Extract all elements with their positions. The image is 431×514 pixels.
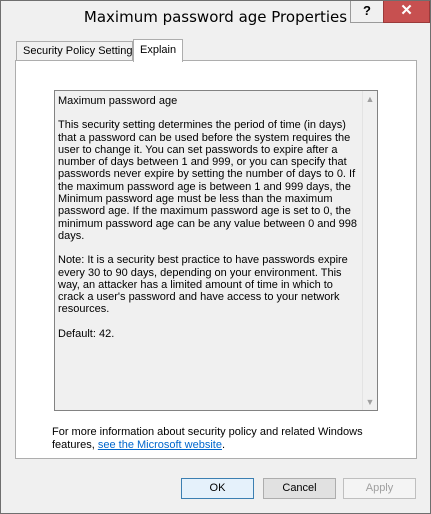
help-button[interactable]: ? <box>350 1 384 23</box>
explain-tab-panel <box>15 60 417 459</box>
explain-heading: Maximum password age <box>58 95 178 107</box>
tab-security-policy-setting[interactable]: Security Policy Setting <box>16 41 133 61</box>
explain-text-box[interactable] <box>54 90 378 411</box>
cancel-button[interactable]: Cancel <box>263 478 336 499</box>
ok-button[interactable]: OK <box>181 478 254 499</box>
more-info-text <box>52 426 392 452</box>
vertical-scrollbar[interactable] <box>362 91 377 410</box>
scroll-down-arrow-icon[interactable]: ▼ <box>365 397 375 407</box>
apply-button[interactable]: Apply <box>343 478 416 499</box>
scroll-up-arrow-icon[interactable]: ▲ <box>365 94 375 104</box>
tab-explain[interactable]: Explain <box>133 39 183 62</box>
explain-default-value: Default: 42. <box>58 327 115 340</box>
window-title: Maximum password age Properties <box>83 8 348 26</box>
close-button[interactable]: ✕ <box>383 1 430 23</box>
title-bar[interactable] <box>1 1 430 32</box>
explain-paragraph-1: This security setting determines the period of time (in days) that a password can be used before the system requires the user to change it. You can set passwords to expire after a number of days between 1 and 999, or you can specify that passwords never expire by setting the number of days to 0. If the maximum password age is between 1 and 999 days, the Minimum password age must be less than the maximum password age. If the maximum password age is set to 0, the minimum password age can be any value between 0 and 998 days. <box>58 119 358 242</box>
explain-text <box>58 95 358 352</box>
more-info-suffix: . <box>221 439 226 451</box>
more-info-label: For more information about security policy and related Windows features, <box>52 426 363 451</box>
explain-paragraph-2: Note: It is a security best practice to have passwords expire every 30 to 90 days, depending on your environment. This way, an attacker has a limited amount of time in which to crack a user's password and have access to your network resources. <box>58 254 348 316</box>
microsoft-website-link[interactable]: see the Microsoft website <box>97 439 222 451</box>
